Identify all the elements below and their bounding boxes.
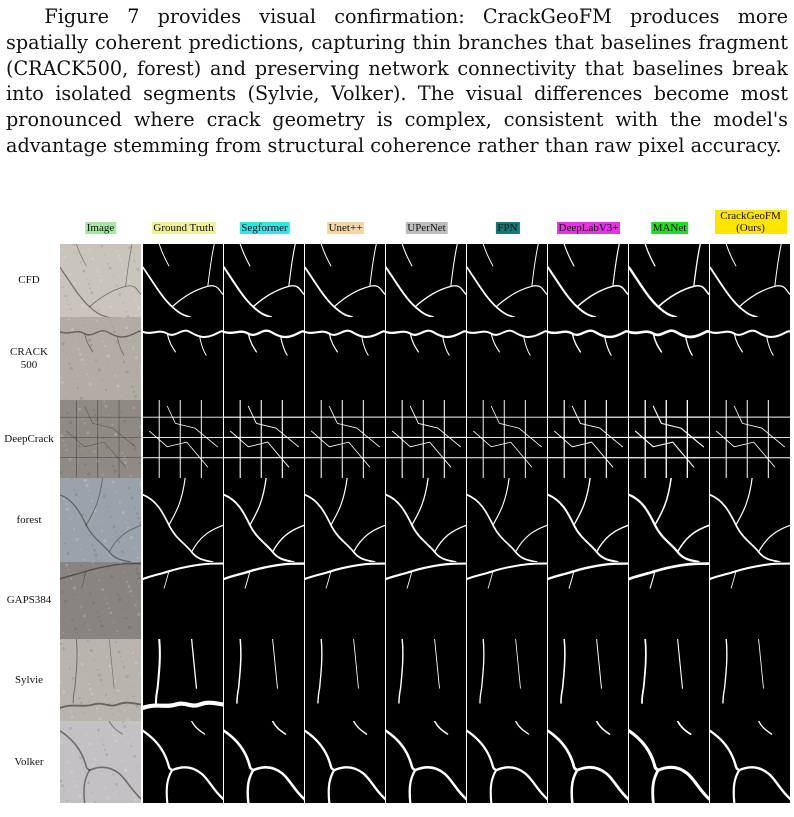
row-label-line1: forest [16,513,42,526]
paragraph-text: Figure 7 provides visual confirmation: CrackGeoFM produces more spatially coherent predictions, capturing thin branches that baselines fragment (CRACK500, forest) and preserving network connectivity that baselines break into isolated segments (Sylvie, Volker). The visual differences become most pronounced where crack geometry is complex, consistent with the model's advantage stemming from structural coherence rather than raw pixel accuracy. [6,5,788,157]
prediction-mask-tile [305,478,386,562]
prediction-mask-tile [710,639,791,721]
prediction-mask-tile [305,317,386,400]
row-label-3 [0,514,58,527]
prediction-mask-tile [548,400,629,478]
prediction-mask-tile [710,478,791,562]
prediction-mask-tile [305,400,386,478]
row-label-line2: 500 [20,358,38,371]
prediction-mask-tile [305,562,386,639]
prediction-mask-tile [305,721,386,803]
prediction-mask-tile [143,721,224,803]
row-label-line1: DeepCrack [4,432,54,445]
prediction-mask-tile [305,639,386,721]
prediction-mask-tile [548,317,629,400]
prediction-mask-tile [305,244,386,317]
prediction-mask-tile [710,400,791,478]
row-label-5 [0,674,58,687]
column-header-1: Ground Truth [153,222,214,234]
prediction-mask-tile [629,244,710,317]
prediction-mask-tile [629,400,710,478]
prediction-mask-tile [629,721,710,803]
input-image-tile [60,478,142,562]
column-header-5: FPN [497,222,518,234]
prediction-mask-tile [467,562,548,639]
column-header-3: Unet++ [328,222,363,234]
column-header-7: MANet [652,222,687,234]
prediction-mask-tile [467,317,548,400]
input-image-tile [60,721,142,803]
prediction-mask-tile [224,244,305,317]
input-image-tile [60,400,142,478]
prediction-mask-tile [710,721,791,803]
row-label-6 [0,756,58,769]
input-image-tile [60,639,142,721]
column-header-6: DeepLabV3+ [558,222,619,234]
prediction-mask-tile [386,400,467,478]
column-header-2: Segformer [241,222,288,234]
prediction-mask-tile [386,639,467,721]
row-label-line1: GAPS384 [6,594,52,606]
body-paragraph [6,4,788,159]
prediction-mask-tile [467,639,548,721]
prediction-mask-tile [386,244,467,317]
input-image-tile [60,244,142,317]
prediction-mask-tile [710,244,791,317]
prediction-mask-tile [548,721,629,803]
prediction-mask-tile [629,562,710,639]
prediction-mask-tile [467,244,548,317]
input-image-tile [60,317,142,400]
prediction-mask-tile [224,400,305,478]
row-label-0 [0,274,58,287]
column-header-line1: CrackGeoFM [720,210,781,222]
column-header-8 [715,210,787,234]
prediction-mask-tile [143,244,224,317]
prediction-mask-tile [629,639,710,721]
prediction-mask-tile [143,317,224,400]
row-label-line1: CRACK [10,345,48,358]
prediction-mask-tile [143,562,224,639]
row-label-line1: Sylvie [14,673,44,686]
row-label-line1: Volker [14,755,44,768]
prediction-mask-tile [629,478,710,562]
prediction-mask-tile [467,478,548,562]
prediction-mask-tile [224,317,305,400]
prediction-mask-tile [548,244,629,317]
input-image-tile [60,562,142,639]
prediction-mask-tile [548,562,629,639]
figure-grid [0,200,794,812]
prediction-mask-tile [629,317,710,400]
prediction-mask-tile [143,478,224,562]
prediction-mask-tile [224,562,305,639]
prediction-mask-tile [710,562,791,639]
prediction-mask-tile [386,562,467,639]
prediction-mask-tile [224,639,305,721]
prediction-mask-tile [548,478,629,562]
column-header-line2: (Ours) [736,222,765,234]
prediction-mask-tile [386,478,467,562]
row-label-4 [0,594,58,607]
prediction-mask-tile [143,639,224,721]
prediction-mask-tile [224,478,305,562]
prediction-mask-tile [224,721,305,803]
prediction-mask-tile [467,400,548,478]
column-header-4: UPerNet [407,222,446,234]
row-label-line1: CFD [18,274,40,286]
row-label-1 [0,346,58,372]
prediction-mask-tile [386,721,467,803]
row-label-2 [0,433,58,446]
prediction-mask-tile [548,639,629,721]
prediction-mask-tile [467,721,548,803]
prediction-mask-tile [386,317,467,400]
prediction-mask-tile [710,317,791,400]
column-header-0: Image [86,222,115,234]
prediction-mask-tile [143,400,224,478]
